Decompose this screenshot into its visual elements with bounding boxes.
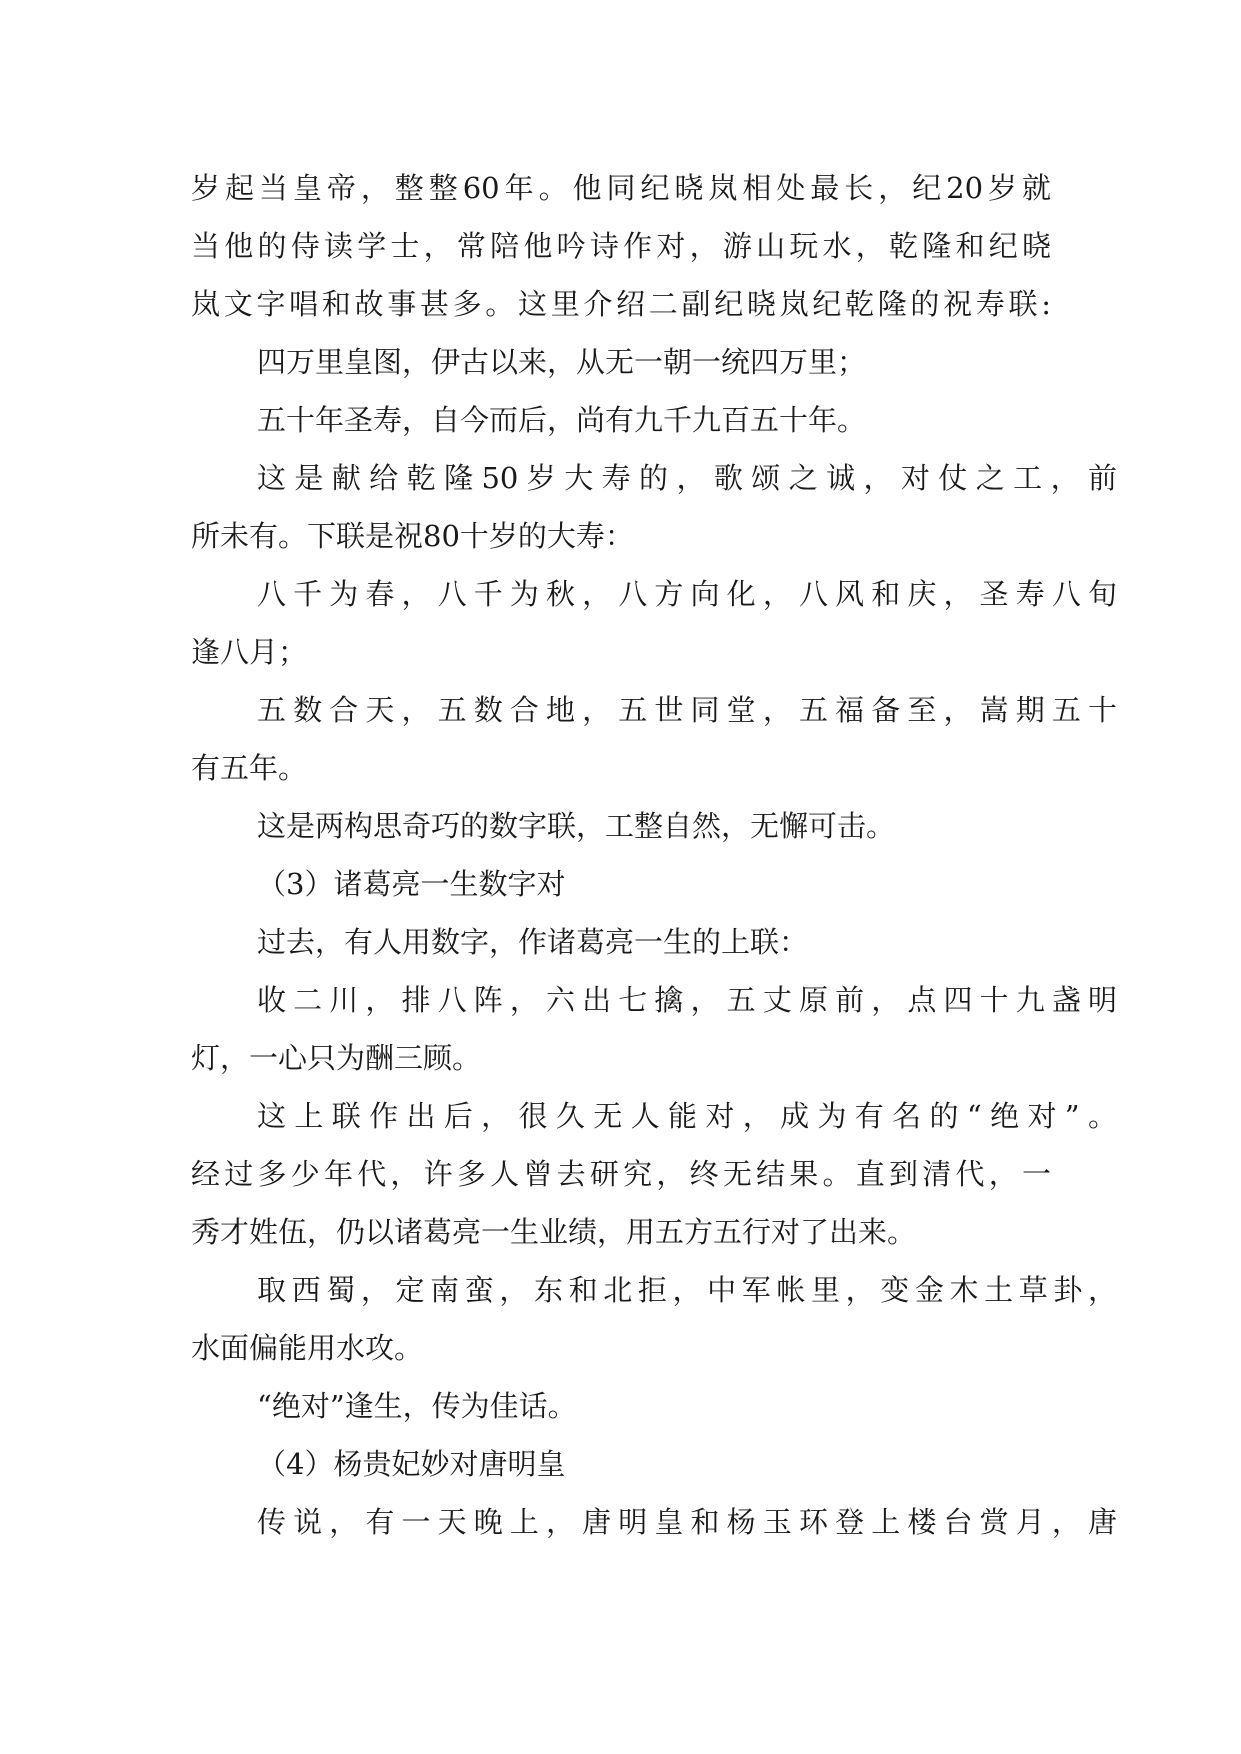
couplet-upper-line: 四万里皇图，伊古以来，从无一朝一统四万里； [257, 345, 867, 379]
text-line: 经过多少年代，许多人曾去研究，终无结果。直到清代，一 [191, 1157, 1051, 1191]
text-line: 这是两构思奇巧的数字联，工整自然，无懈可击。 [257, 809, 896, 843]
text-line: 所未有。下联是祝80十岁的大寿： [191, 519, 634, 553]
text-line: 岁起当皇帝，整整60年。他同纪晓岚相处最长，纪20岁就 [191, 171, 1051, 205]
couplet-lower-line: 取西蜀，定南蛮，东和北拒，中军帐里，变金木土草卦， [257, 1273, 1117, 1307]
couplet-lower-line: 五数合天，五数合地，五世同堂，五福备至，嵩期五十 [257, 693, 1117, 727]
text-line: 这是献给乾隆50岁大寿的，歌颂之诚，对仗之工，前 [257, 461, 1117, 495]
couplet-upper-line: 八千为春，八千为秋，八方向化，八风和庆，圣寿八旬 [257, 577, 1117, 611]
text-line: 传说，有一天晚上，唐明皇和杨玉环登上楼台赏月，唐 [257, 1505, 1117, 1539]
couplet-upper-line: 收二川，排八阵，六出七擒，五丈原前，点四十九盏明 [257, 983, 1117, 1017]
couplet-lower-line: 五十年圣寿，自今而后，尚有九千九百五十年。 [257, 403, 867, 437]
couplet-upper-line-end: 逢八月； [191, 635, 308, 669]
couplet-upper-line-end: 灯，一心只为酬三顾。 [191, 1041, 482, 1075]
couplet-lower-line-end: 水面偏能用水攻。 [191, 1331, 424, 1365]
couplet-lower-line-end: 有五年。 [191, 751, 308, 785]
text-line: 秀才姓伍，仍以诸葛亮一生业绩，用五方五行对了出来。 [191, 1215, 917, 1249]
text-line: 当他的侍读学士，常陪他吟诗作对，游山玩水，乾隆和纪晓 [191, 229, 1051, 263]
text-line: “绝对”逢生，传为佳话。 [257, 1389, 577, 1423]
section-heading-3: （3）诸葛亮一生数字对 [257, 867, 566, 901]
text-line: 岚文字唱和故事甚多。这里介绍二副纪晓岚纪乾隆的祝寿联: [191, 287, 1051, 321]
text-line: 这上联作出后，很久无人能对，成为有名的“绝对”。 [257, 1099, 1117, 1133]
section-heading-4: （4）杨贵妃妙对唐明皇 [257, 1447, 566, 1481]
text-line: 过去，有人用数字，作诸葛亮一生的上联： [257, 925, 809, 959]
